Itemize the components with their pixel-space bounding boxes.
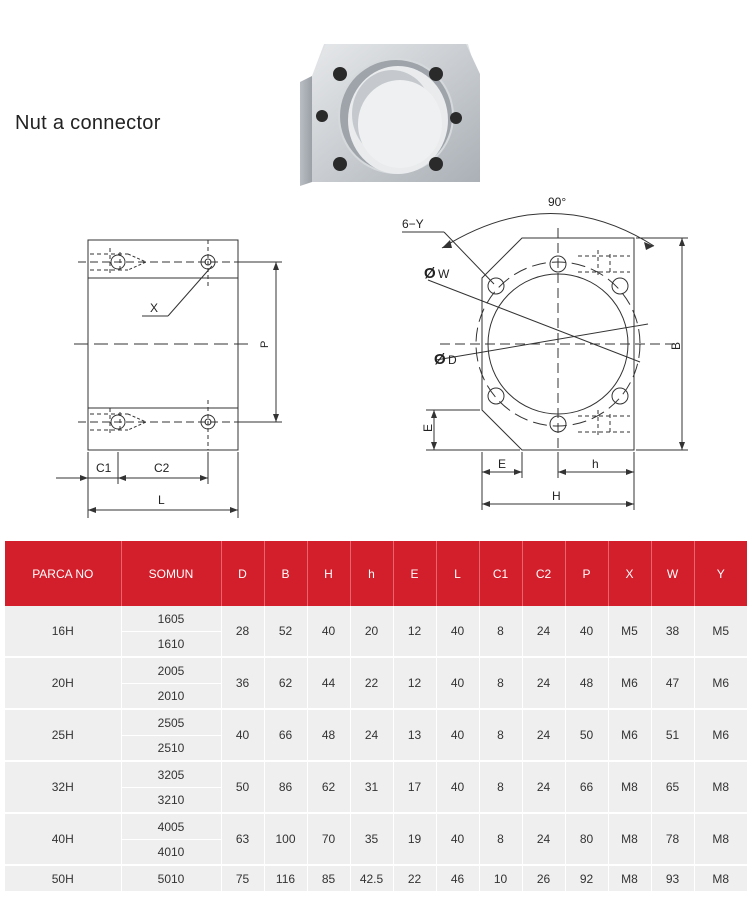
table-cell: 66	[264, 709, 307, 761]
parca-no-cell: 20H	[5, 657, 121, 709]
table-cell: M5	[694, 606, 747, 657]
table-cell: 40	[436, 709, 479, 761]
table-header-cell: P	[565, 541, 608, 606]
table-cell: M8	[608, 813, 651, 865]
table-cell: 100	[264, 813, 307, 865]
parca-no-cell: 40H	[5, 813, 121, 865]
somun-value: 2510	[157, 740, 185, 755]
table-cell: 35	[350, 813, 393, 865]
somun-value: 2010	[157, 688, 185, 703]
table-cell: M8	[694, 813, 747, 865]
table-cell: 50	[565, 709, 608, 761]
table-cell: 46	[436, 865, 479, 892]
table-cell: 66	[565, 761, 608, 813]
table-cell: 36	[221, 657, 264, 709]
table-header-row	[5, 541, 747, 606]
table-cell: 85	[307, 865, 350, 892]
table-cell: M5	[608, 606, 651, 657]
table-header-cell: H	[307, 541, 350, 606]
table-cell: 48	[307, 709, 350, 761]
table-cell: 86	[264, 761, 307, 813]
side-view-drawing	[50, 228, 290, 518]
table-cell: M6	[608, 657, 651, 709]
table-header-cell: h	[350, 541, 393, 606]
table-header-cell: C2	[522, 541, 565, 606]
table-cell: 40	[221, 709, 264, 761]
table-row	[5, 709, 747, 761]
somun-value: 4005	[122, 815, 221, 840]
somun-cell	[121, 813, 221, 865]
table-cell: 12	[393, 657, 436, 709]
table-cell: 116	[264, 865, 307, 892]
table-cell: 24	[522, 657, 565, 709]
page-title: Nut a connector	[15, 112, 161, 134]
label-l: L	[158, 493, 165, 507]
somun-cell	[121, 709, 221, 761]
table-cell: 40	[307, 606, 350, 657]
label-angle: 90°	[548, 195, 567, 209]
table-header-cell: B	[264, 541, 307, 606]
table-cell: 52	[264, 606, 307, 657]
table-header-cell: L	[436, 541, 479, 606]
table-cell: M6	[608, 709, 651, 761]
somun-value: 4010	[157, 844, 185, 859]
table-cell: 24	[522, 761, 565, 813]
label-b: B	[669, 341, 683, 350]
table-cell: 93	[651, 865, 694, 892]
label-h-small: h	[592, 457, 599, 471]
somun-value: 2005	[122, 659, 221, 684]
table-cell: M8	[608, 865, 651, 892]
table-cell: 80	[565, 813, 608, 865]
table-cell: 62	[307, 761, 350, 813]
table-cell: 65	[651, 761, 694, 813]
label-e-horizontal: E	[498, 457, 507, 471]
table-cell: 28	[221, 606, 264, 657]
table-cell: 22	[393, 865, 436, 892]
table-header-cell: Y	[694, 541, 747, 606]
table-cell: 40	[436, 606, 479, 657]
table-cell: 70	[307, 813, 350, 865]
table-row	[5, 761, 747, 813]
table-row	[5, 865, 747, 892]
label-d: D	[448, 353, 457, 367]
table-cell: 8	[479, 761, 522, 813]
table-header-cell: C1	[479, 541, 522, 606]
label-e-vertical: E	[421, 423, 435, 432]
table-header-cell: SOMUN	[121, 541, 221, 606]
table-cell: 12	[393, 606, 436, 657]
label-6y: 6−Y	[402, 217, 424, 231]
table-cell: 75	[221, 865, 264, 892]
table-cell: M6	[694, 709, 747, 761]
table-header-cell: E	[393, 541, 436, 606]
table-cell: 20	[350, 606, 393, 657]
somun-cell	[121, 606, 221, 657]
table-header-cell: W	[651, 541, 694, 606]
table-cell: 22	[350, 657, 393, 709]
table-row	[5, 657, 747, 709]
table-cell: 38	[651, 606, 694, 657]
somun-cell: 5010	[121, 865, 221, 892]
table-cell: 44	[307, 657, 350, 709]
table-cell: 24	[350, 709, 393, 761]
label-c2: C2	[154, 461, 170, 475]
table-cell: 47	[651, 657, 694, 709]
table-cell: 10	[479, 865, 522, 892]
table-cell: M8	[694, 761, 747, 813]
table-cell: 92	[565, 865, 608, 892]
table-cell: 24	[522, 813, 565, 865]
label-x: X	[150, 301, 159, 315]
label-p: P	[259, 340, 271, 348]
table-cell: 19	[393, 813, 436, 865]
label-h-big: H	[552, 489, 561, 503]
label-phi-d: Ø	[434, 351, 446, 368]
table-cell: M8	[608, 761, 651, 813]
table-cell: 63	[221, 813, 264, 865]
table-header-cell: PARCA NO	[5, 541, 121, 606]
table-cell: M8	[694, 865, 747, 892]
table-cell: 40	[436, 657, 479, 709]
table-cell: 40	[565, 606, 608, 657]
table-cell: 40	[436, 813, 479, 865]
table-cell: 51	[651, 709, 694, 761]
table-cell: M6	[694, 657, 747, 709]
somun-value: 1605	[122, 607, 221, 632]
somun-cell	[121, 657, 221, 709]
label-phi-w: Ø	[424, 265, 436, 282]
table-row	[5, 813, 747, 865]
table-cell: 24	[522, 709, 565, 761]
table-row	[5, 606, 747, 657]
table-cell: 17	[393, 761, 436, 813]
somun-value: 2505	[122, 711, 221, 736]
table-cell: 50	[221, 761, 264, 813]
somun-cell	[121, 761, 221, 813]
table-cell: 62	[264, 657, 307, 709]
table-cell: 24	[522, 606, 565, 657]
somun-value: 3205	[122, 763, 221, 788]
label-c1: C1	[96, 461, 112, 475]
table-cell: 42.5	[350, 865, 393, 892]
table-cell: 78	[651, 813, 694, 865]
table-header-cell: D	[221, 541, 264, 606]
table-cell: 40	[436, 761, 479, 813]
parca-no-cell: 16H	[5, 606, 121, 657]
front-view-drawing	[390, 188, 710, 518]
parca-no-cell: 25H	[5, 709, 121, 761]
parca-no-cell: 50H	[5, 865, 121, 892]
label-w: W	[438, 267, 450, 281]
table-cell: 8	[479, 657, 522, 709]
table-cell: 31	[350, 761, 393, 813]
table-cell: 8	[479, 709, 522, 761]
nut-housing-photo	[300, 40, 480, 186]
somun-value: 3210	[157, 792, 185, 807]
spec-table	[5, 541, 747, 893]
table-cell: 8	[479, 813, 522, 865]
table-cell: 26	[522, 865, 565, 892]
table-cell: 8	[479, 606, 522, 657]
table-cell: 48	[565, 657, 608, 709]
parca-no-cell: 32H	[5, 761, 121, 813]
table-cell: 13	[393, 709, 436, 761]
table-header-cell: X	[608, 541, 651, 606]
somun-value: 1610	[157, 636, 185, 651]
